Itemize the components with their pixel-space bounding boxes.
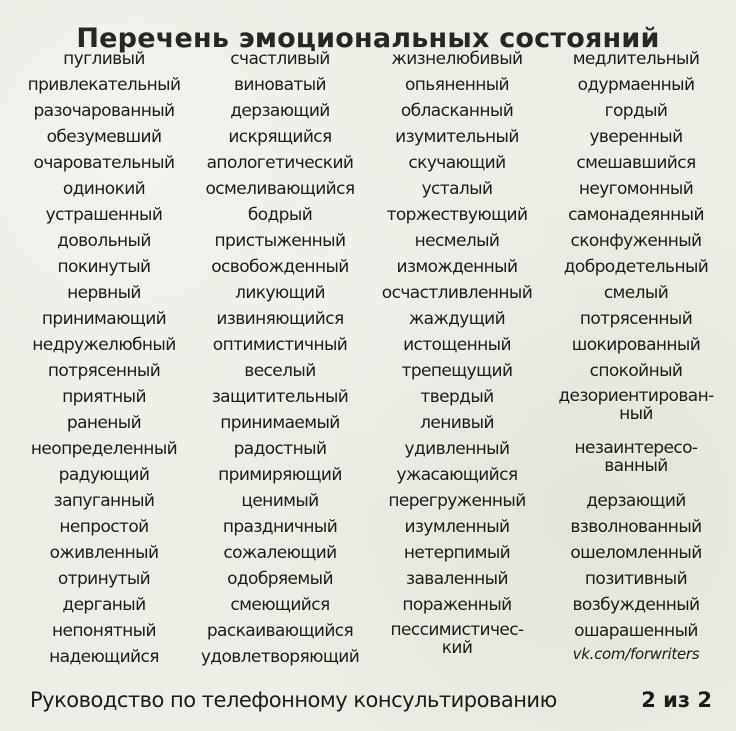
word-item: смешавшийся: [576, 153, 696, 173]
word-item: скучающий: [408, 153, 506, 173]
word-line: кий: [441, 638, 473, 658]
word-item: медлительный: [572, 49, 700, 69]
word-item: раненый: [66, 413, 142, 433]
word-item: принимающий: [41, 309, 167, 329]
word-item: дерганый: [62, 595, 146, 615]
word-line: ванный: [604, 456, 668, 476]
word-item: сконфуженный: [570, 231, 702, 251]
word-item: недружелюбный: [32, 335, 176, 355]
word-item: оптимистичный: [212, 335, 348, 355]
word-line: дезориентирован-: [558, 386, 714, 406]
word-item: взволнованный: [570, 517, 702, 537]
word-item: уверенный: [589, 127, 683, 147]
word-item: обласканный: [400, 101, 514, 121]
word-item: одинокий: [62, 179, 146, 199]
source-credit: vk.com/forwriters: [572, 645, 700, 663]
word-item: осчастливленный: [381, 283, 533, 303]
word-item: изумительный: [395, 127, 519, 147]
word-item: дерзающий: [586, 491, 686, 511]
word-item: надеющийся: [49, 647, 159, 667]
word-item: сожалеющий: [223, 543, 337, 563]
word-item: жаждущий: [408, 309, 506, 329]
word-item: пристыженный: [214, 231, 346, 251]
word-column-2: [200, 46, 360, 670]
word-item: оживленный: [49, 543, 159, 563]
word-item: извиняющийся: [216, 309, 344, 329]
word-item: освобожденный: [211, 257, 349, 277]
word-item: перегруженный: [388, 491, 526, 511]
word-item: защитительный: [211, 387, 349, 407]
word-item: усталый: [421, 179, 493, 199]
word-item: ужасающийся: [396, 465, 518, 485]
word-item: истощенный: [403, 335, 511, 355]
word-item: очаровательный: [33, 153, 175, 173]
word-item: веселый: [244, 361, 316, 381]
word-item: потрясенный: [47, 361, 161, 381]
word-item: непростой: [59, 517, 149, 537]
word-item: самонадеянный: [568, 205, 704, 225]
page-indicator: 2 из 2: [641, 688, 712, 712]
word-item: возбужденный: [572, 595, 700, 615]
word-item: привлекательный: [27, 75, 181, 95]
word-column-3: [379, 46, 535, 670]
word-item: добродетельный: [563, 257, 709, 277]
word-item: виноватый: [234, 75, 326, 95]
word-item: торжествующий: [386, 205, 528, 225]
word-item: искрящийся: [228, 127, 332, 147]
word-item: непонятный: [52, 621, 156, 641]
word-item: твердый: [420, 387, 494, 407]
word-item: [553, 384, 719, 436]
word-item: пугливый: [63, 49, 145, 69]
word-line: ный: [619, 404, 653, 424]
word-item: покинутый: [57, 257, 151, 277]
word-item: ликующий: [235, 283, 325, 303]
word-item: одобряемый: [227, 569, 333, 589]
word-item: радостный: [233, 439, 327, 459]
word-item: заваленный: [406, 569, 508, 589]
word-item: позитивный: [584, 569, 688, 589]
word-item: отринутый: [57, 569, 151, 589]
word-item: удовлетворяющий: [200, 647, 360, 667]
word-item: нетерпимый: [403, 543, 511, 563]
word-column-4: [553, 46, 719, 644]
word-item: смелый: [603, 283, 669, 303]
word-item: ленивый: [420, 413, 494, 433]
word-item: опьяненный: [404, 75, 510, 95]
word-item: осмеливающийся: [205, 179, 355, 199]
word-line: незаинтересо-: [574, 438, 698, 458]
word-item: приятный: [62, 387, 146, 407]
word-item: несмелый: [414, 231, 500, 251]
footer-title: Руководство по телефонному консультированию: [30, 688, 557, 712]
word-item: радующий: [58, 465, 150, 485]
word-item: ценимый: [241, 491, 319, 511]
word-item: трепещущий: [401, 361, 513, 381]
word-item: потрясенный: [579, 309, 693, 329]
word-item: ошеломленный: [570, 543, 702, 563]
word-line: пессимистичес-: [390, 620, 524, 640]
word-item: устрашенный: [45, 205, 163, 225]
word-item: обезумевший: [46, 127, 162, 147]
word-item: примиряющий: [218, 465, 342, 485]
word-item: неугомонный: [578, 179, 694, 199]
word-item: счастливый: [230, 49, 330, 69]
word-item: одурмаенный: [577, 75, 695, 95]
word-item: жизнелюбивый: [391, 49, 523, 69]
word-item: принимаемый: [220, 413, 340, 433]
word-item: праздничный: [222, 517, 338, 537]
word-item: ошарашенный: [574, 621, 698, 641]
word-item: гордый: [604, 101, 668, 121]
word-item: изумленный: [404, 517, 510, 537]
word-item: дерзающий: [230, 101, 330, 121]
word-item: спокойный: [589, 361, 683, 381]
word-column-1: [19, 46, 189, 670]
word-item: апологетический: [206, 153, 354, 173]
word-item: нервный: [67, 283, 141, 303]
word-item: удивленный: [404, 439, 510, 459]
word-item: [553, 436, 719, 488]
word-item: смеющийся: [230, 595, 330, 615]
word-item: довольный: [57, 231, 151, 251]
word-item: шокированный: [571, 335, 701, 355]
word-item: бодрый: [247, 205, 313, 225]
word-item: изможденный: [396, 257, 518, 277]
word-item: разочарованный: [33, 101, 175, 121]
word-item: неопределенный: [30, 439, 178, 459]
word-item: запуганный: [53, 491, 155, 511]
word-item: раскаивающийся: [206, 621, 354, 641]
word-item: пораженный: [402, 595, 512, 615]
page-title: Перечень эмоциональных состояний: [76, 23, 660, 55]
word-item: [379, 618, 535, 670]
